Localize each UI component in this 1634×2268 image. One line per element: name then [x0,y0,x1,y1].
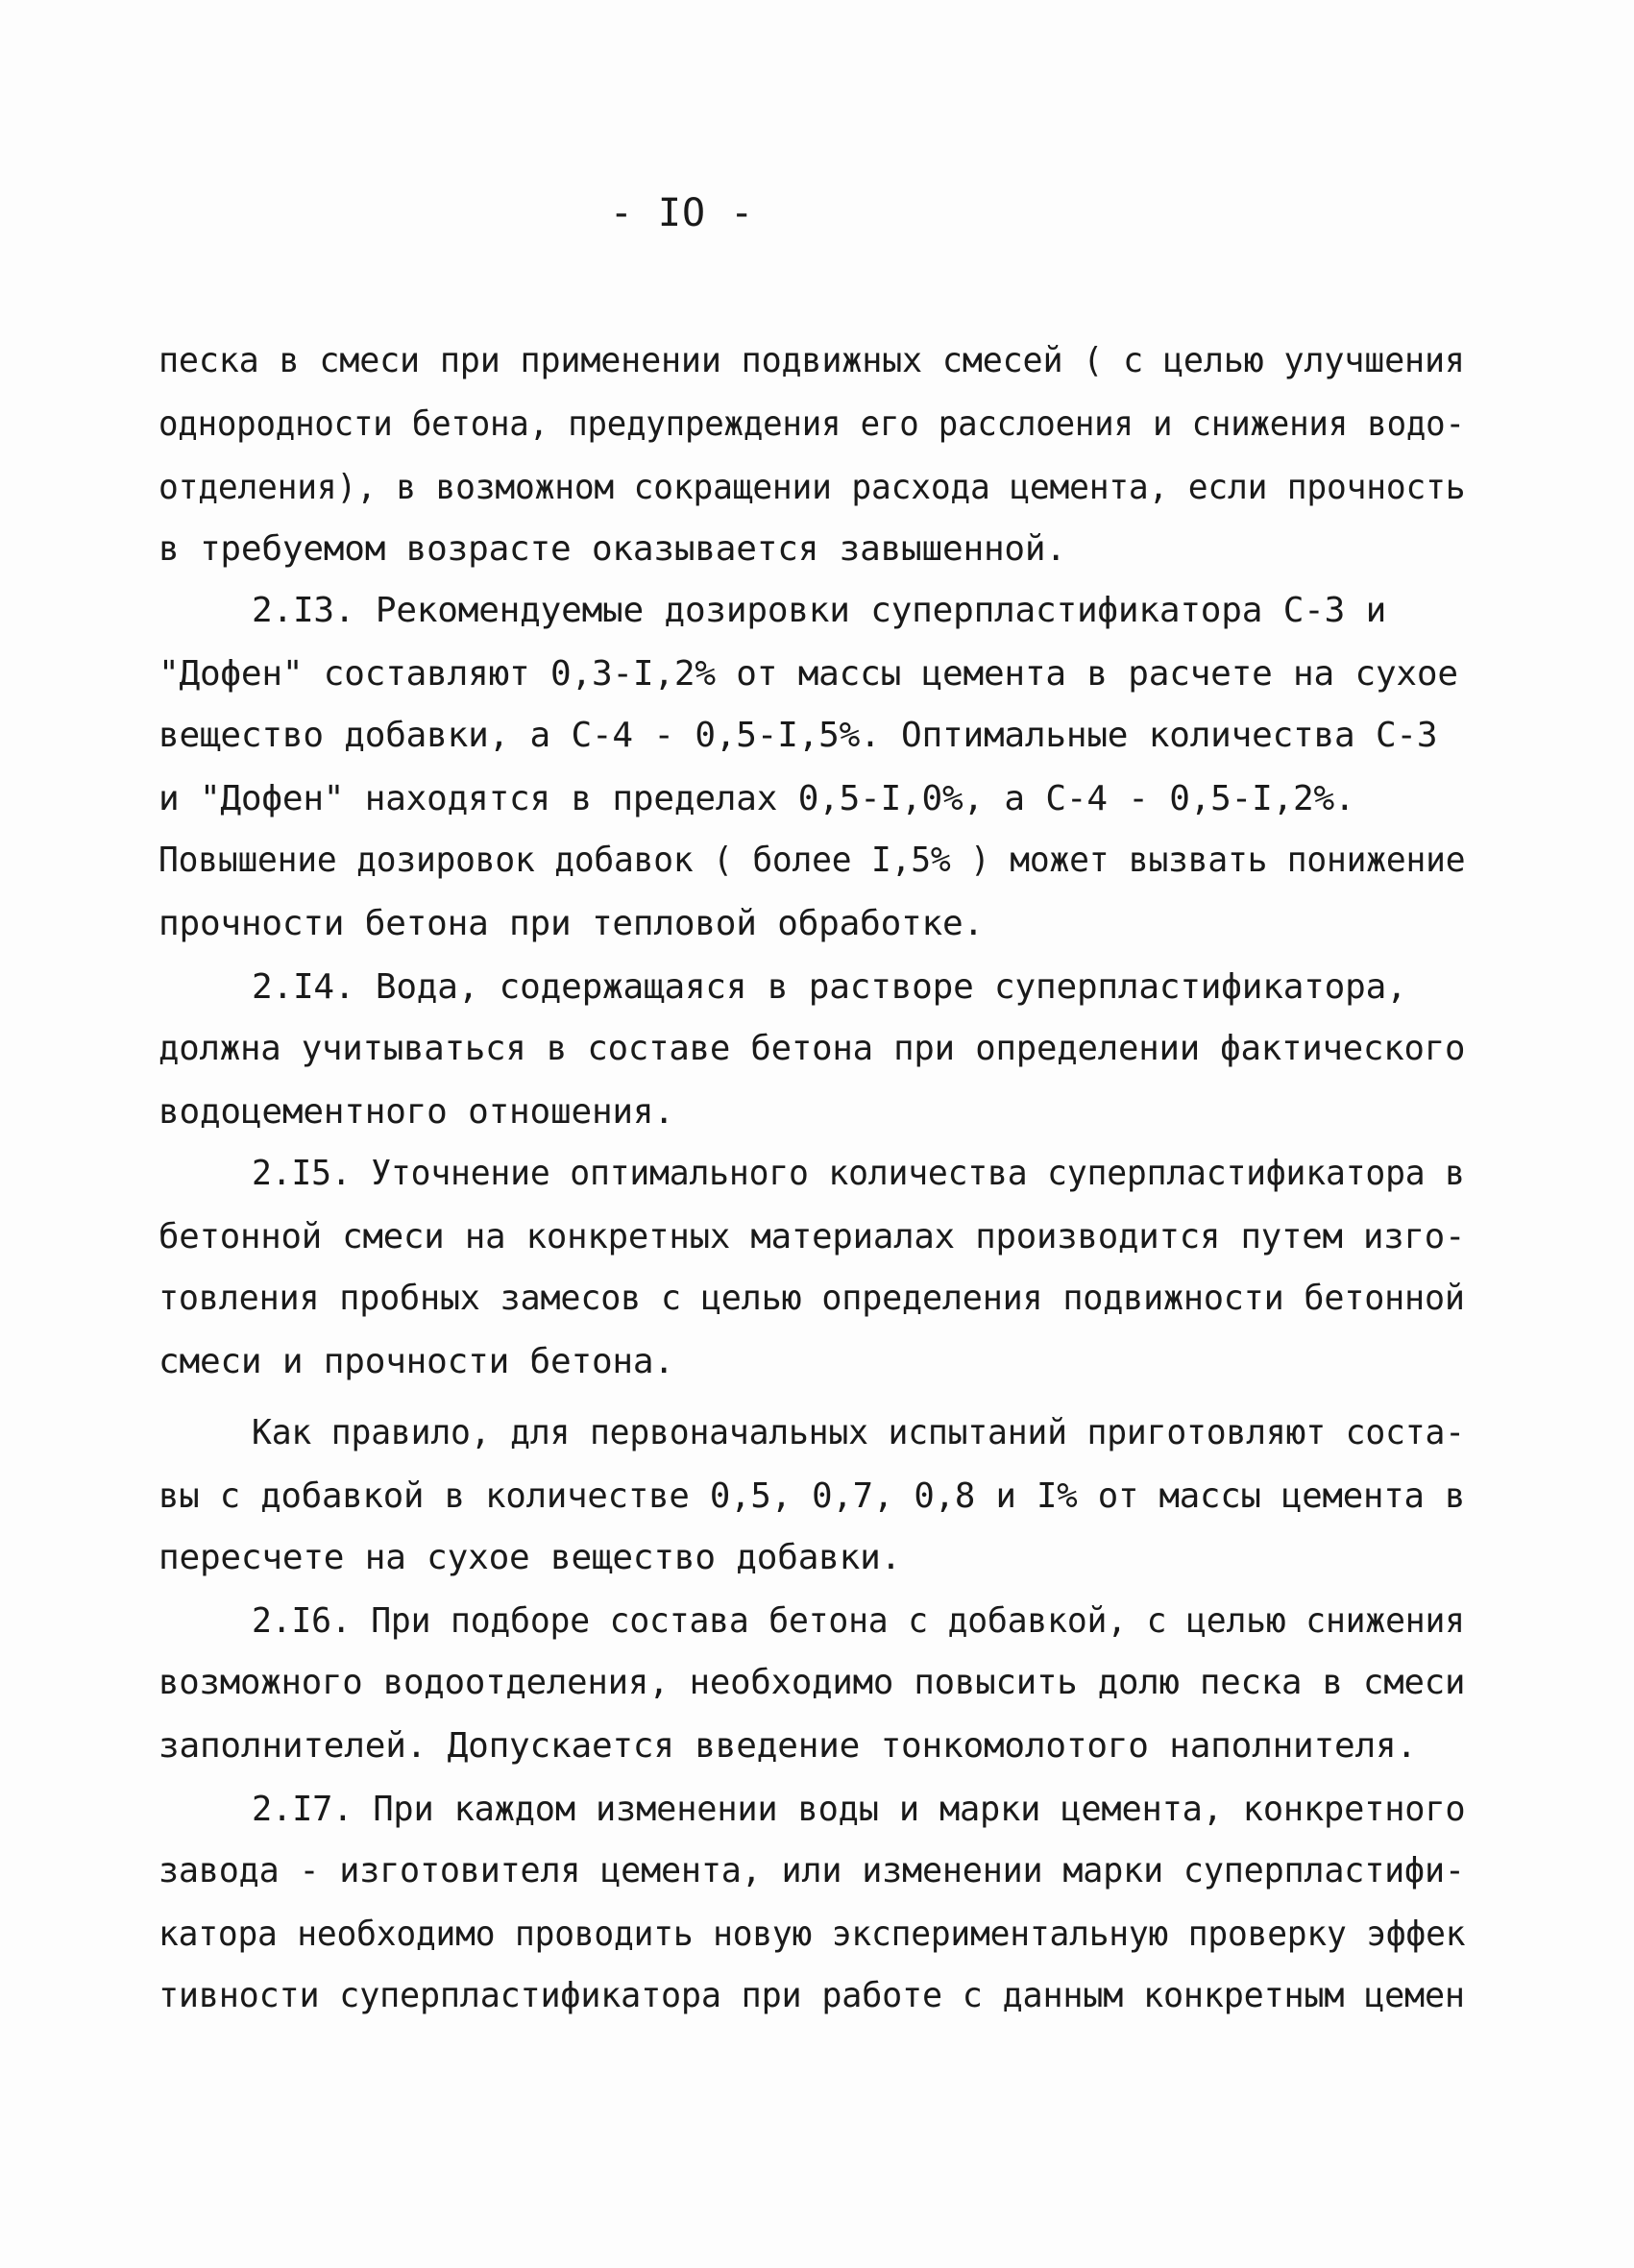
text-line: и "Дофен" находятся в пределах 0,5-I,0%, а С-4 - 0,5-I,2%. [159,779,1355,818]
text-line: пересчете на сухое вещество добавки. [159,1538,902,1577]
paragraph-2-14-start: 2.I4. Вода, содержащаяся в растворе суперпластификатора, [252,967,1407,1007]
text-line: бетонной смеси на конкретных материалах производится путем изго- [159,1217,1466,1256]
paragraph-2-15-start: 2.I5. Уточнение оптимального количества суперпластификатора в [252,1154,1465,1193]
paragraph-2-13-start: 2.I3. Рекомендуемые дозировки суперпластификатора С-3 и [252,591,1387,630]
text-line: смеси и прочности бетона. [159,1342,674,1381]
text-line: заполнителей. Допускается введение тонкомолотого наполнителя. [159,1726,1417,1766]
text-line: вещество добавки, а С-4 - 0,5-I,5%. Оптимальные количества С-3 [159,716,1438,755]
text-line: прочности бетона при тепловой обработке. [159,904,984,943]
text-line: в требуемом возрасте оказывается завышенной. [159,529,1066,569]
text-line: песка в смеси при применении подвижных смесей ( с целью улучшения [159,341,1465,380]
text-line: тивности суперпластификатора при работе с данным конкретным цемен [159,1976,1465,2015]
text-line: катора необходимо проводить новую экспериментальную проверку эффек [159,1914,1466,1954]
text-line: "Дофен" составляют 0,3-I,2% от массы цемента в расчете на сухое [159,654,1458,694]
text-line: отделения), в возможном сокращении расхода цемента, если прочность [159,468,1466,507]
text-line: возможного водоотделения, необходимо повысить долю песка в смеси [159,1663,1466,1702]
text-line: должна учитываться в составе бетона при определении фактического [159,1029,1466,1068]
text-line: завода - изготовителя цемента, или изменении марки суперпластифи- [159,1851,1465,1890]
text-line: вы с добавкой в количестве 0,5, 0,7, 0,8 и I% от массы цемента в [159,1476,1466,1516]
text-line: однородности бетона, предупреждения его расслоения и снижения водо- [159,404,1465,444]
text-line: Повышение дозировок добавок ( более I,5% ) может вызвать понижение [159,841,1466,880]
text-line: водоцементного отношения. [159,1092,674,1132]
page-number: - IO - [609,191,755,235]
paragraph-2-17-start: 2.I7. При каждом изменении воды и марки цемента, конкретного [252,1790,1466,1829]
text-line: товления пробных замесов с целью определения подвижности бетонной [159,1279,1465,1318]
paragraph-trial-mixes-start: Как правило, для первоначальных испытаний приготовляют соста- [252,1413,1465,1452]
paragraph-2-16-start: 2.I6. При подборе состава бетона с добавкой, с целью снижения [252,1601,1465,1641]
